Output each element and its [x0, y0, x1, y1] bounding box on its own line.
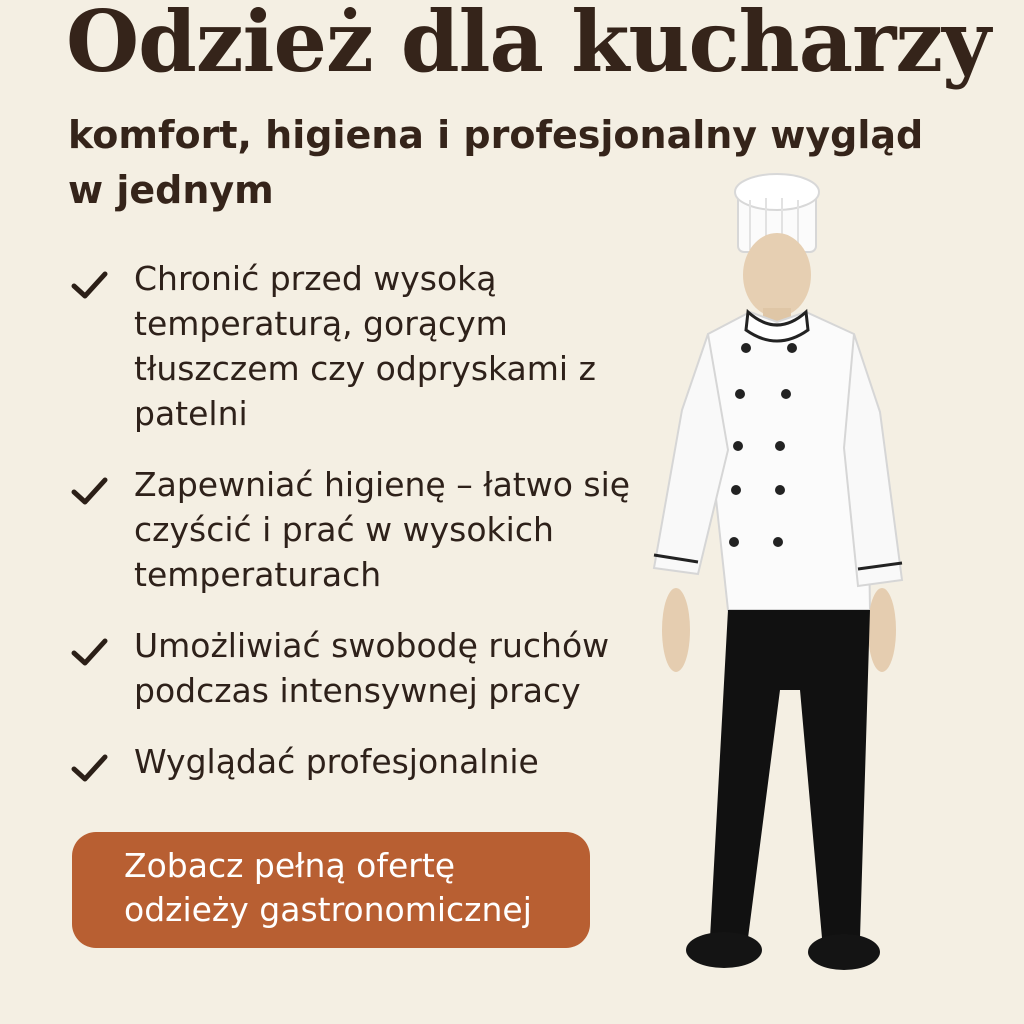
benefit-item: [66, 739, 646, 784]
benefit-item: [66, 623, 646, 713]
page-title: Odzież dla kucharzy: [66, 0, 990, 91]
check-icon: [68, 631, 110, 673]
benefit-text: Chronić przed wysoką temperaturą, gorącym tłuszczem czy odpryskami z patelni: [134, 259, 596, 433]
benefit-item: [66, 256, 646, 436]
check-icon: [68, 747, 110, 789]
page-subtitle: komfort, higiena i profesjonalny wygląd w jednym: [68, 113, 924, 212]
benefit-text: Wyglądać profesjonalnie: [134, 742, 539, 781]
check-icon: [68, 264, 110, 306]
benefit-text: Umożliwiać swobodę ruchów podczas intensywnej pracy: [134, 626, 610, 710]
chef-uniform-mannequin-image: [630, 160, 930, 1000]
benefit-text: Zapewniać higienę – łatwo się czyścić i prać w wysokich temperaturach: [134, 465, 631, 594]
view-offer-button[interactable]: Zobacz pełną ofertę odzieży gastronomicznej: [72, 832, 590, 948]
benefit-item: [66, 462, 646, 597]
benefit-list: [66, 256, 646, 810]
check-icon: [68, 470, 110, 512]
